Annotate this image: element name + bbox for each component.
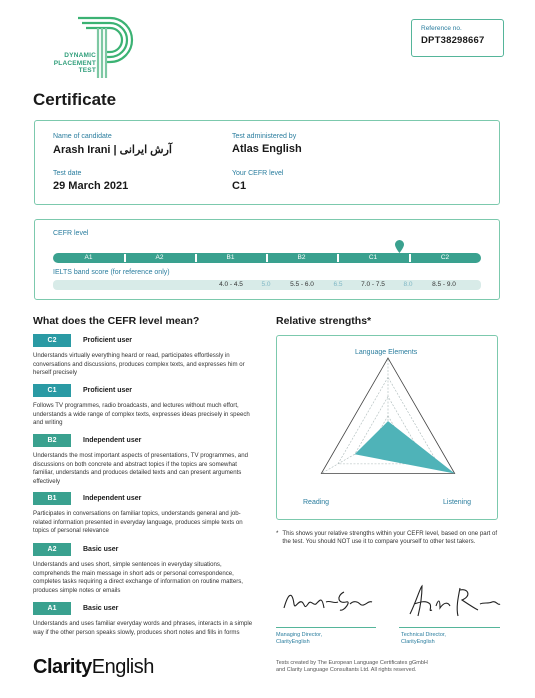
cefr-bar bbox=[53, 253, 481, 263]
brand-bold: Clarity bbox=[33, 656, 92, 678]
ielts-band: 5.5 - 6.0 bbox=[290, 281, 314, 288]
logo-line-3: TEST bbox=[78, 67, 96, 74]
radar-axis-label: Listening bbox=[443, 499, 472, 506]
cefr-meaning-title: What does the CEFR level mean? bbox=[33, 315, 200, 327]
test-date-label: Test date bbox=[53, 170, 82, 177]
candidate-info-box bbox=[34, 120, 500, 205]
cefr-level: C1 bbox=[232, 180, 247, 192]
test-date-field bbox=[53, 170, 128, 192]
level-badge: A2 bbox=[33, 543, 71, 556]
level-name: Independent user bbox=[83, 437, 142, 444]
note-text: This shows your relative strengths within your CEFR level, based on one part of the test. You should NOT use it to compare yourself to other test takers. bbox=[282, 530, 498, 545]
level-block-c1 bbox=[33, 384, 258, 428]
level-badge: C2 bbox=[33, 334, 71, 347]
signature-line bbox=[276, 627, 376, 628]
ielts-band: 6.5 bbox=[333, 281, 343, 288]
ielts-bar bbox=[53, 280, 481, 290]
level-badge: A1 bbox=[33, 602, 71, 615]
footer-line: Tests created by The European Language Certificates gGmbH bbox=[276, 660, 428, 666]
level-description: Understands virtually everything heard or read, participates effortlessly in conversations and discussions, produces complex texts, and expresses him or herself precisely bbox=[33, 352, 245, 377]
level-description: Understands and uses familiar everyday words and phrases, interacts in a simple way if the other person speaks slowly, produces short notes and fills in forms bbox=[33, 620, 253, 636]
cefr-level-field bbox=[232, 170, 284, 192]
level-badge: C1 bbox=[33, 384, 71, 397]
ielts-label: IELTS band score (for reference only) bbox=[53, 269, 170, 276]
signatory-role: Managing Director, bbox=[276, 632, 323, 638]
radar-axis-label: Language Elements bbox=[355, 349, 418, 356]
ielts-band: 7.0 - 7.5 bbox=[361, 281, 385, 288]
logo-line-1: DYNAMIC bbox=[64, 52, 96, 59]
page-title: Certificate bbox=[33, 90, 117, 109]
signatory-role: Technical Director, bbox=[401, 632, 446, 638]
ielts-band: 8.5 - 9.0 bbox=[432, 281, 456, 288]
candidate-name-field bbox=[53, 133, 172, 156]
cefr-segment-c1: C1 bbox=[368, 254, 378, 261]
test-admin: Atlas English bbox=[232, 143, 302, 155]
cefr-level-label: Your CEFR level bbox=[232, 170, 284, 177]
clarityenglish-logo bbox=[33, 656, 154, 679]
signatory-org: ClarityEnglish bbox=[276, 638, 310, 645]
level-name: Basic user bbox=[83, 605, 119, 612]
level-description: Participates in conversations on familiar topics, understands general and job-related information presented in everyday language, produces simple texts on topics of personal relevance bbox=[33, 510, 243, 535]
brand-regular: English bbox=[91, 656, 154, 678]
note-star: * bbox=[276, 530, 279, 537]
level-block-b1 bbox=[33, 492, 258, 536]
level-name: Basic user bbox=[83, 546, 119, 553]
candidate-name: Arash Irani | آرش ایرانی bbox=[53, 144, 172, 156]
location-pin-icon bbox=[395, 240, 404, 253]
logo-line-2: PLACEMENT bbox=[53, 59, 96, 67]
dpt-logo bbox=[30, 16, 140, 82]
level-badge: B2 bbox=[33, 434, 71, 447]
level-name: Proficient user bbox=[83, 337, 133, 344]
signature-managing-director bbox=[280, 582, 380, 622]
level-block-a2 bbox=[33, 543, 258, 595]
signatory-technical-director bbox=[401, 632, 446, 645]
level-name: Proficient user bbox=[83, 387, 133, 394]
reference-label: Reference no. bbox=[421, 25, 462, 32]
footer-text bbox=[276, 660, 428, 673]
candidate-name-label: Name of candidate bbox=[53, 133, 112, 140]
level-block-a1 bbox=[33, 602, 258, 637]
level-block-b2 bbox=[33, 434, 258, 486]
cefr-scale-label: CEFR level bbox=[53, 230, 89, 237]
signature-technical-director bbox=[404, 582, 504, 622]
cefr-segment-b1: B1 bbox=[226, 254, 235, 261]
cefr-segment-b2: B2 bbox=[297, 254, 306, 261]
radar-chart-svg bbox=[277, 336, 499, 521]
signature-line bbox=[399, 627, 500, 628]
level-name: Independent user bbox=[83, 495, 142, 502]
radar-axis-label: Reading bbox=[303, 499, 330, 506]
strengths-title: Relative strengths* bbox=[276, 315, 372, 327]
footer-line: and Clarity Language Consultants Ltd. All rights reserved. bbox=[276, 666, 417, 673]
ielts-band: 8.0 bbox=[403, 281, 413, 288]
radar-chart bbox=[276, 335, 498, 520]
test-admin-field bbox=[232, 133, 302, 155]
reference-box bbox=[411, 19, 504, 57]
cefr-segment-a1: A1 bbox=[84, 254, 93, 261]
level-badge: B1 bbox=[33, 492, 71, 505]
level-description: Follows TV programmes, radio broadcasts, and lectures without much effort, understands a wide range of complex texts, expresses ideas precisely in speech and writing bbox=[33, 402, 250, 427]
signatory-org: ClarityEnglish bbox=[401, 638, 435, 645]
strengths-note bbox=[276, 530, 502, 546]
cefr-segment-c2: C2 bbox=[440, 254, 450, 261]
test-date: 29 March 2021 bbox=[53, 180, 129, 192]
level-block-c2 bbox=[33, 334, 258, 378]
level-description: Understands the most important aspects of presentations, TV programmes, and discussions on both concrete and abstract topics if the topics are somewhat familiar, understands and produces detailed texts and can present arguments effectively bbox=[33, 452, 248, 485]
cefr-segment-a2: A2 bbox=[155, 254, 164, 261]
ielts-band: 5.0 bbox=[261, 281, 271, 288]
signatory-managing-director bbox=[276, 632, 322, 645]
ielts-band: 4.0 - 4.5 bbox=[219, 281, 243, 288]
reference-value: DPT38298667 bbox=[421, 35, 485, 46]
level-description: Understands and uses short, simple sentences in everyday situations, comprehends the main message in short ads or personal correspondence, completes tasks requiring a direct exchange of information on routine matters, produces simple notes or emails bbox=[33, 561, 244, 594]
cefr-scale-box bbox=[34, 219, 500, 300]
test-admin-label: Test administered by bbox=[232, 133, 297, 140]
